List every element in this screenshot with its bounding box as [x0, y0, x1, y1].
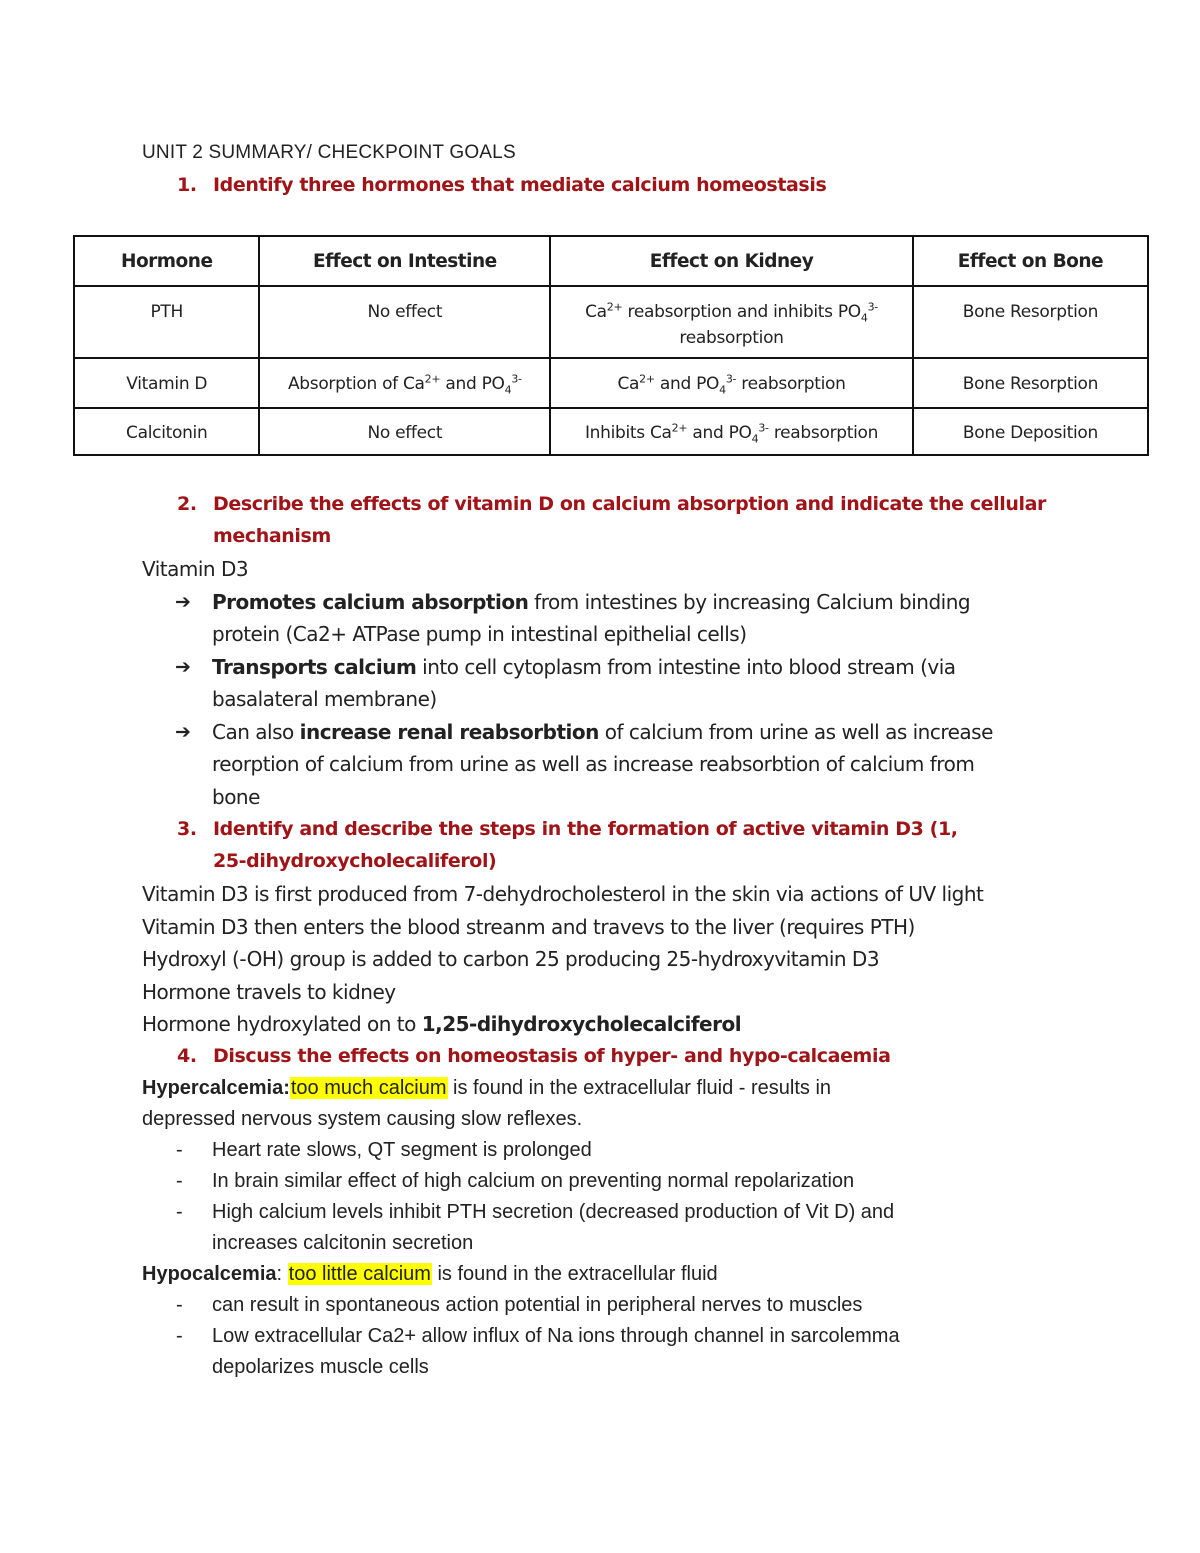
- table-row: [74, 286, 1148, 358]
- calcaemia-section: [142, 1073, 1182, 1383]
- table-row: [74, 358, 1148, 408]
- page-title: UNIT 2 SUMMARY/ CHECKPOINT GOALS: [142, 142, 516, 163]
- question-2-number: 2.: [177, 493, 197, 515]
- hypercalcemia-line2: depressed nervous system causing slow reflexes.: [142, 1108, 583, 1130]
- question-2: [177, 488, 1047, 552]
- cell-intestine: No effect: [259, 408, 550, 455]
- header-kidney: Effect on Kidney: [550, 236, 913, 286]
- question-3-number: 3.: [177, 818, 197, 840]
- step-line: Hormone travels to kidney: [142, 979, 396, 1004]
- step-line: Hormone hydroxylated on to 1,25-dihydroxycholecalciferol: [142, 1012, 742, 1036]
- list-item: - In brain similar effect of high calcium on preventing normal repolarization: [176, 1170, 855, 1192]
- header-intestine: Effect on Intestine: [259, 236, 550, 286]
- list-item: - High calcium levels inhibit PTH secretion (decreased production of Vit D) and increases calcitonin secretion: [176, 1201, 895, 1254]
- list-item: - Heart rate slows, QT segment is prolonged: [176, 1139, 592, 1161]
- hypercalcemia-label: Hypercalcemia:: [142, 1077, 290, 1099]
- list-item: ➔ Transports calcium into cell cytoplasm from intestine into blood stream (via basalateral membrane): [142, 651, 1142, 716]
- cell-intestine: Absorption of $Ca^{2+}$ and $PO_4^{3-}$: [259, 358, 550, 408]
- arrow-icon: ➔: [175, 655, 191, 678]
- highlight: too much calcium: [290, 1077, 447, 1099]
- question-4-number: 4.: [177, 1045, 197, 1067]
- hormone-table: [73, 235, 1149, 456]
- cell-bone: Bone Resorption: [913, 358, 1148, 408]
- question-1-number: 1.: [177, 174, 197, 196]
- cell-hormone: Vitamin D: [74, 358, 259, 408]
- vitamin-d3-steps: [142, 878, 1182, 1041]
- step-line: Vitamin D3 then enters the blood streanm and travevs to the liver (requires PTH): [142, 914, 915, 939]
- list-item: ➔ Can also increase renal reabsorbtion of calcium from urine as well as increase reorption of calcium from urine as well as increase reabsorbtion of calcium from bone: [142, 716, 1142, 814]
- cell-hormone: PTH: [74, 286, 259, 358]
- arrow-icon: ➔: [175, 590, 191, 613]
- cell-kidney: $Ca^{2+}$ and $PO_4^{3-}$ reabsorption: [550, 358, 913, 408]
- question-1: [177, 169, 827, 201]
- question-1-text: Identify three hormones that mediate calcium homeostasis: [213, 174, 827, 196]
- hypocalcemia-label: Hypocalcemia: [142, 1263, 277, 1285]
- question-3: [177, 813, 958, 877]
- highlight: too little calcium: [288, 1263, 431, 1285]
- table-row: [74, 408, 1148, 455]
- question-3-text-line2: 25-dihydroxycholecaliferol): [213, 850, 497, 872]
- question-2-text-line1: Describe the effects of vitamin D on calcium absorption and indicate the cellular: [213, 493, 1047, 515]
- cell-hormone: Calcitonin: [74, 408, 259, 455]
- cell-bone: Bone Deposition: [913, 408, 1148, 455]
- question-2-text-line2: mechanism: [213, 525, 331, 547]
- vitamin-d3-label: Vitamin D3: [142, 557, 249, 581]
- question-3-text-line1: Identify and describe the steps in the formation of active vitamin D3 (1,: [213, 818, 958, 840]
- cell-kidney: $Ca^{2+}$ reabsorption and inhibits $PO_4^{3-}$ reabsorption: [550, 286, 913, 358]
- arrow-icon: ➔: [175, 720, 191, 743]
- step-line: Hydroxyl (-OH) group is added to carbon 25 producing 25-hydroxyvitamin D3: [142, 947, 880, 971]
- hypocalcemia-line: Hypocalcemia: too little calcium is found in the extracellular fluid: [142, 1263, 718, 1285]
- header-bone: Effect on Bone: [913, 236, 1148, 286]
- list-item: ➔ Promotes calcium absorption from intestines by increasing Calcium binding protein (Ca2+ ATPase pump in intestinal epithelial cells): [142, 586, 1142, 651]
- list-item: - Low extracellular Ca2+ allow influx of Na ions through channel in sarcolemma depolarizes muscle cells: [176, 1325, 900, 1378]
- question-4-text: Discuss the effects on homeostasis of hyper- and hypo-calcaemia: [213, 1045, 891, 1067]
- question-4: [177, 1040, 891, 1072]
- cell-kidney: Inhibits $Ca^{2+}$ and $PO_4^{3-}$ reabsorption: [550, 408, 913, 455]
- hypercalcemia-line: Hypercalcemia:too much calcium is found in the extracellular fluid - results in: [142, 1077, 832, 1099]
- cell-bone: Bone Resorption: [913, 286, 1148, 358]
- table-header-row: [74, 236, 1148, 286]
- step-line: Vitamin D3 is first produced from 7-dehydrocholesterol in the skin via actions of UV light: [142, 882, 984, 906]
- list-item: - can result in spontaneous action potential in peripheral nerves to muscles: [176, 1294, 863, 1316]
- cell-intestine: No effect: [259, 286, 550, 358]
- header-hormone: Hormone: [74, 236, 259, 286]
- vitamin-d3-section: [142, 553, 1142, 813]
